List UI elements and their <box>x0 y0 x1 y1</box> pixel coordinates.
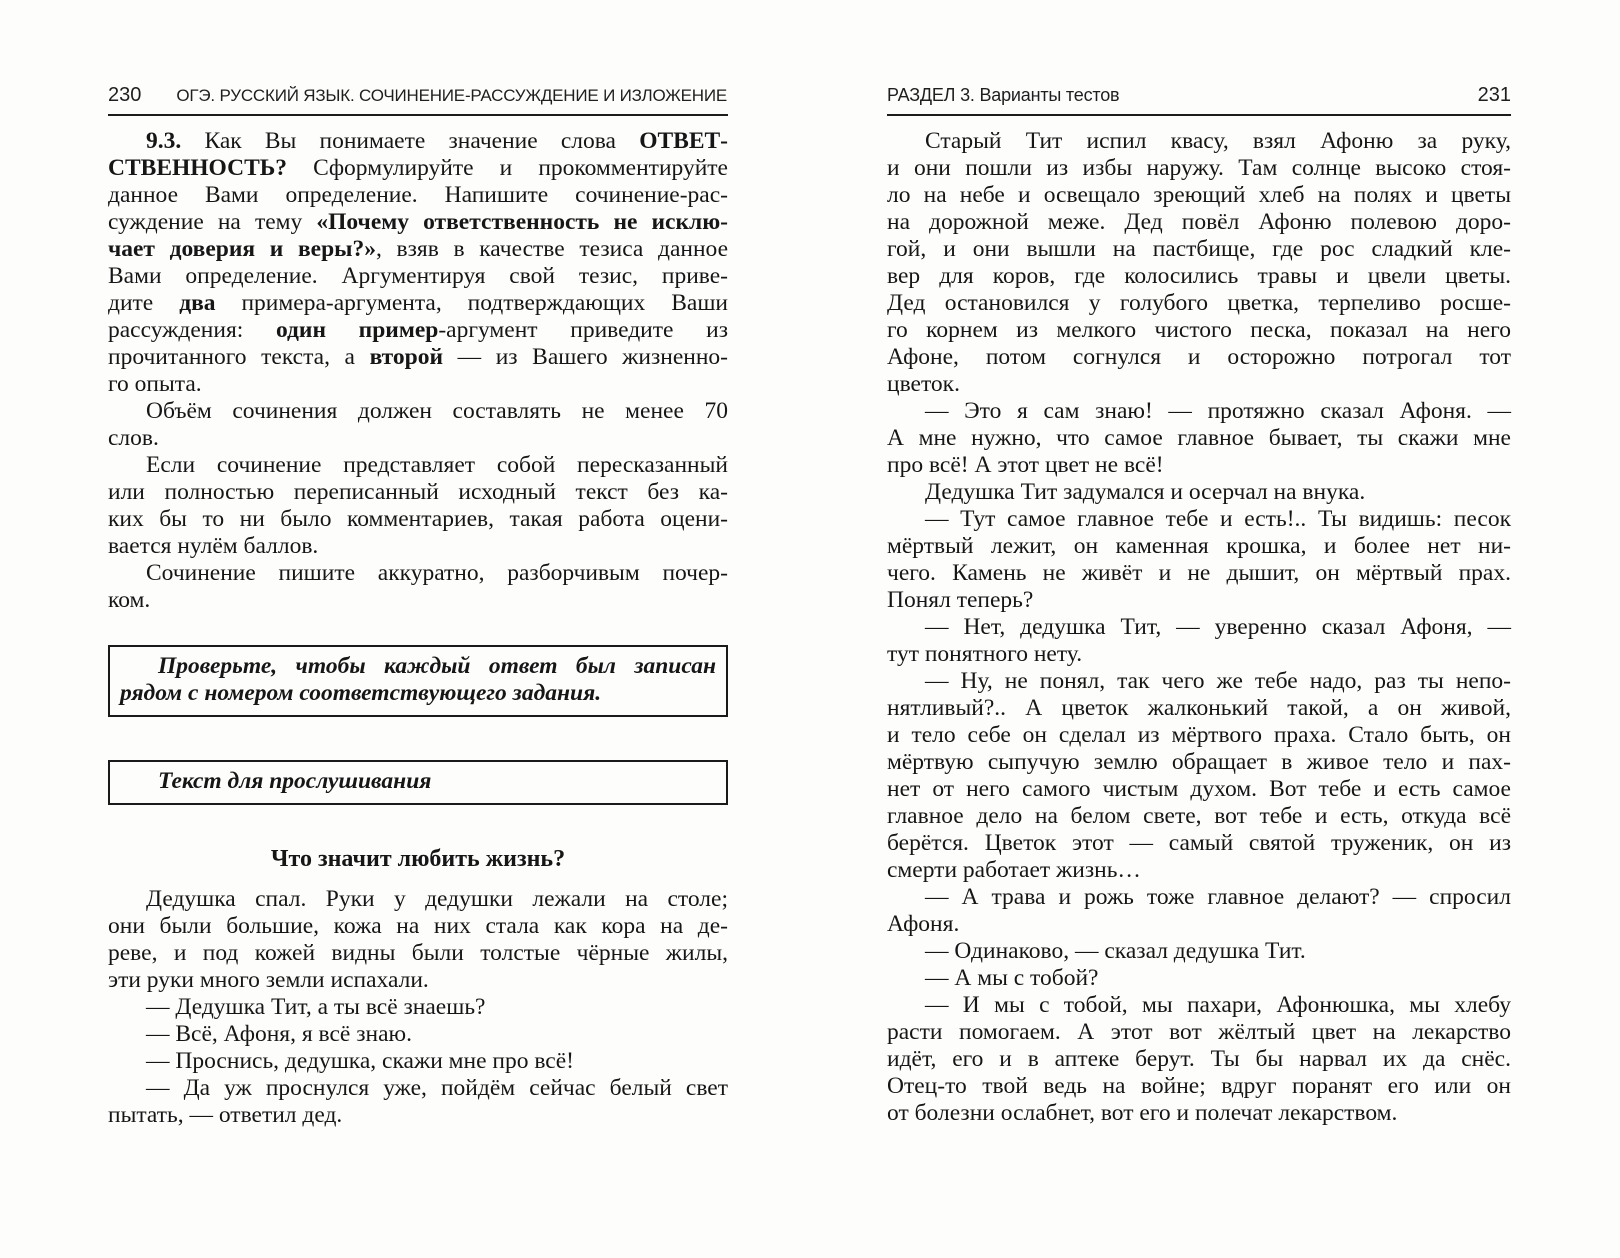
paragraph <box>108 1021 728 1048</box>
text-line <box>887 830 1511 857</box>
paragraph <box>887 128 1511 398</box>
text-run: — Тут самое главное тебе и есть!.. Ты видишь: песок <box>925 506 1511 532</box>
text-line <box>108 913 728 940</box>
text-run: Дед остановился у голубого цветка, терпеливо росше- <box>887 290 1511 316</box>
text-line <box>887 425 1511 452</box>
text-line <box>887 128 1511 155</box>
text-line <box>887 1046 1511 1073</box>
paragraph <box>887 614 1511 668</box>
text-line <box>887 749 1511 776</box>
page-number: 230 <box>108 84 142 106</box>
text-line <box>887 1073 1511 1100</box>
text-run: ло на небе и освещало зреющий хлеб на полях и цветы <box>887 182 1511 208</box>
text-line <box>108 1021 728 1048</box>
text-run: Афоне, потом согнулся и осторожно потрогал тот <box>887 344 1511 370</box>
paragraph <box>108 398 728 452</box>
text-run: идёт, его и в аптеке берут. Ты бы нарвал их да снёс. <box>887 1046 1511 1072</box>
text-run: цветок. <box>887 371 960 397</box>
text-line <box>108 263 728 290</box>
text-line <box>108 425 728 452</box>
text-run: или полностью переписанный исходный текст без ка- <box>108 479 728 505</box>
text-run: Понял теперь? <box>887 587 1034 613</box>
text-run: Дедушка Тит задумался и осерчал на внука. <box>925 479 1366 505</box>
paragraph <box>887 938 1511 965</box>
text-run: Дедушка спал. Руки у дедушки лежали на столе; <box>146 886 728 912</box>
text-run: вается нулём баллов. <box>108 533 319 559</box>
text-line <box>887 722 1511 749</box>
text-run: — А мы с тобой? <box>925 965 1099 991</box>
text-line <box>108 533 728 560</box>
bold-text-run: ОТВЕТ- <box>639 128 728 154</box>
text-run: А мне нужно, что самое главное бывает, ты скажи мне <box>887 425 1511 451</box>
text-run: берётся. Цветок этот — самый святой труженик, он из <box>887 830 1511 856</box>
text-line <box>887 398 1511 425</box>
bold-text-run: два <box>179 290 216 316</box>
text-line <box>887 614 1511 641</box>
text-line <box>887 155 1511 182</box>
text-run: про всё! А этот цвет не всё! <box>887 452 1164 478</box>
text-line <box>108 1102 728 1129</box>
page-left <box>108 84 728 1129</box>
text-run: — Ну, не понял, так чего же тебе надо, раз ты непо- <box>925 668 1511 694</box>
text-run: — Дедушка Тит, а ты всё знаешь? <box>146 994 486 1020</box>
text-run: — из Вашего жизненно- <box>443 344 729 370</box>
text-run: Проверьте, чтобы каждый ответ был записан <box>158 653 716 679</box>
text-line <box>108 398 728 425</box>
text-line <box>887 236 1511 263</box>
text-run: Отец-то твой ведь на войне; вдруг поранят его или он <box>887 1073 1511 1099</box>
text-line <box>108 371 728 398</box>
text-run: и тело себе он сделал из мёртвого праха. Стало быть, он <box>887 722 1511 748</box>
text-run: Вами определение. Аргументируя свой тезис, приве- <box>108 263 728 289</box>
text-line <box>108 317 728 344</box>
text-line <box>108 940 728 967</box>
text-run: — А трава и рожь тоже главное делают? — спросил <box>925 884 1511 910</box>
text-run: Текст для прослушивания <box>158 768 432 794</box>
text-line <box>108 182 728 209</box>
text-line <box>108 560 728 587</box>
text-line <box>887 371 1511 398</box>
text-line <box>108 452 728 479</box>
paragraph <box>887 506 1511 614</box>
text-run: — Да уж проснулся уже, пойдём сейчас белый свет <box>146 1075 728 1101</box>
text-line <box>108 886 728 913</box>
page-number: 231 <box>1477 84 1511 106</box>
paragraph <box>887 992 1511 1127</box>
text-line <box>108 1048 728 1075</box>
text-line <box>887 992 1511 1019</box>
text-run: данное Вами определение. Напишите сочинение-рас- <box>108 182 728 208</box>
header-title: ОГЭ. РУССКИЙ ЯЗЫК. СОЧИНЕНИЕ-РАССУЖДЕНИЕ И ИЗЛОЖЕНИЕ <box>176 86 727 105</box>
text-run: главное дело на белом свете, вот тебе и есть, откуда всё <box>887 803 1511 829</box>
text-line <box>120 768 716 795</box>
paragraph <box>887 965 1511 992</box>
paragraph <box>887 884 1511 938</box>
text-run: го опыта. <box>108 371 202 397</box>
text-line <box>120 653 716 680</box>
text-line <box>887 803 1511 830</box>
text-run: вер для коров, где колосились травы и цвели цветы. <box>887 263 1511 289</box>
text-line <box>887 965 1511 992</box>
text-line <box>887 263 1511 290</box>
text-run: рядом с номером соответствующего задания. <box>120 680 602 706</box>
text-line <box>887 695 1511 722</box>
text-line <box>887 587 1511 614</box>
text-run: Афоня. <box>887 911 960 937</box>
paragraph <box>108 560 728 614</box>
paragraph <box>887 668 1511 884</box>
text-line <box>887 1100 1511 1127</box>
text-line <box>108 479 728 506</box>
text-line <box>108 344 728 371</box>
text-run: рассуждения: <box>108 317 276 343</box>
text-line <box>887 776 1511 803</box>
text-line <box>108 967 728 994</box>
section-heading: Что значит любить жизнь? <box>270 846 566 872</box>
text-line <box>887 884 1511 911</box>
text-line <box>887 560 1511 587</box>
text-run: тут понятного нету. <box>887 641 1083 667</box>
bold-text-run: СТВЕННОСТЬ? <box>108 155 288 181</box>
text-run: суждение на тему <box>108 209 317 235</box>
bold-text-run: «Почему ответственность не исклю- <box>316 209 728 235</box>
text-run: реве, и под кожей видны были толстые чёрные жилы, <box>108 940 728 966</box>
text-line <box>108 1075 728 1102</box>
text-run: ком. <box>108 587 151 613</box>
text-line <box>887 344 1511 371</box>
text-run: — Нет, дедушка Тит, — уверенно сказал Афоня, — <box>925 614 1511 640</box>
text-run: эти руки много земли испахали. <box>108 967 429 993</box>
text-run: мёртвый лежит, он каменная крошка, и более нет ни- <box>887 533 1511 559</box>
text-line <box>887 857 1511 884</box>
page-header <box>887 84 1511 116</box>
text-run: на дорожной меже. Дед повёл Афоню полевою доро- <box>887 209 1511 235</box>
text-line <box>887 452 1511 479</box>
text-run: Сформулируйте и прокомментируйте <box>287 155 728 181</box>
paragraph <box>108 1048 728 1075</box>
text-line <box>108 994 728 1021</box>
page-body <box>108 128 728 1129</box>
text-run: Сочинение пишите аккуратно, разборчивым почер- <box>146 560 728 586</box>
text-run: го корнем из мелкого чистого песка, показал на него <box>887 317 1511 343</box>
text-line <box>887 668 1511 695</box>
text-run: нет от него самого чистым духом. Вот тебе и есть самое <box>887 776 1511 802</box>
text-run: Как Вы понимаете значение слова <box>204 128 640 154</box>
text-run: — Одинаково, — сказал дедушка Тит. <box>925 938 1306 964</box>
text-line <box>108 128 728 155</box>
text-line <box>887 317 1511 344</box>
text-line <box>887 209 1511 236</box>
text-run: они были большие, кожа на них стала как кора на де- <box>108 913 728 939</box>
page-body <box>887 128 1511 1127</box>
text-run: — Это я сам знаю! — протяжно сказал Афоня. — <box>925 398 1511 424</box>
text-line <box>108 236 728 263</box>
bold-text-run: один пример <box>275 317 439 343</box>
text-run: , взяв в качестве тезиса данное <box>376 236 728 262</box>
text-run: -аргумент приведите из <box>438 317 728 343</box>
instruction-box <box>108 645 728 717</box>
text-run: пытать, — ответил дед. <box>108 1102 343 1128</box>
text-run: примера-аргумента, подтверждающих Ваши <box>215 290 728 316</box>
text-line <box>108 155 728 182</box>
text-line <box>887 641 1511 668</box>
text-line <box>887 1019 1511 1046</box>
text-run: мёртвую сыпучую землю обращает в живое тело и пах- <box>887 749 1511 775</box>
text-run: слов. <box>108 425 159 451</box>
text-run: — И мы с тобой, мы пахари, Афонюшка, мы хлебу <box>925 992 1511 1018</box>
text-run: Объём сочинения должен составлять не менее 70 <box>146 398 728 424</box>
paragraph <box>108 994 728 1021</box>
text-line <box>887 911 1511 938</box>
text-line <box>887 182 1511 209</box>
text-run: от болезни ослабнет, вот его и полечат лекарством. <box>887 1100 1398 1126</box>
text-run: Старый Тит испил квасу, взял Афоню за руку, <box>925 128 1511 154</box>
bold-text-run: 9.3. <box>146 128 205 154</box>
bold-text-run: второй <box>369 344 444 370</box>
text-line <box>887 938 1511 965</box>
page-right <box>887 84 1511 1127</box>
text-run: Если сочинение представляет собой пересказанный <box>146 452 728 478</box>
text-line <box>108 209 728 236</box>
bold-text-run: чает доверия и веры?» <box>108 236 377 262</box>
text-run: смерти работает жизнь… <box>887 857 1141 883</box>
text-line <box>887 533 1511 560</box>
paragraph <box>108 452 728 560</box>
text-run: — Проснись, дедушка, скажи мне про всё! <box>146 1048 574 1074</box>
text-line <box>887 479 1511 506</box>
text-run: дите <box>108 290 180 316</box>
header-title: РАЗДЕЛ 3. Варианты тестов <box>887 85 1120 105</box>
text-run: расти помогаем. А этот вот жёлтый цвет на лекарство <box>887 1019 1511 1045</box>
instruction-box <box>108 760 728 805</box>
paragraph <box>887 398 1511 479</box>
text-run: прочитанного текста, а <box>108 344 370 370</box>
text-line <box>108 290 728 317</box>
text-run: и они пошли из избы наружу. Там солнце высоко стоя- <box>887 155 1511 181</box>
page-header <box>108 84 728 116</box>
text-run: нятливый?.. А цветок жалконький такой, а он живой, <box>887 695 1511 721</box>
paragraph <box>887 479 1511 506</box>
paragraph <box>108 128 728 398</box>
paragraph <box>108 1075 728 1129</box>
text-line <box>887 290 1511 317</box>
text-line <box>120 680 716 707</box>
text-run: гой, и они вышли на пастбище, где рос сладкий кле- <box>887 236 1511 262</box>
text-run: чего. Камень не живёт и не дышит, он мёртвый прах. <box>887 560 1511 586</box>
text-line <box>108 587 728 614</box>
text-line <box>108 506 728 533</box>
paragraph <box>108 886 728 994</box>
text-run: ких бы то ни было комментариев, такая работа оцени- <box>108 506 728 532</box>
text-run: — Всё, Афоня, я всё знаю. <box>146 1021 412 1047</box>
text-line <box>887 506 1511 533</box>
